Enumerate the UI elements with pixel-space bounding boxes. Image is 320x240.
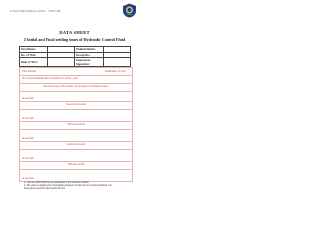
- table-row: [20, 58, 131, 67]
- table-cell: No. of Test:: [20, 52, 48, 58]
- row-label: At t= 0 (Immediately after completion of mixing - put): [22, 77, 78, 80]
- note-item: 2. The value is obtained by interpolating between the last two (or) results obtained, but: [24, 185, 112, 187]
- row-label: Record at every 30 seconds. For all types of Portland cement: [43, 85, 109, 88]
- table-cell: Supervisor Signature:: [75, 58, 104, 67]
- time-periods-header: Time Periods: [22, 70, 36, 73]
- row-label: At seconds: [22, 177, 34, 180]
- row-label: At seconds: [22, 137, 34, 140]
- table-cell: Group No.:: [75, 52, 104, 58]
- input-cell[interactable]: [104, 58, 131, 67]
- header-text: B.TECH MECHANICAL ENGG. · FMM LAB: [10, 10, 61, 13]
- row-label: At seconds: [22, 157, 34, 160]
- data-sheet-page: [0, 0, 149, 198]
- table-cell: Date of Test:: [20, 58, 48, 67]
- row-label: Fourth test period: [66, 143, 86, 146]
- parameters-header: Parameters (in mm): [104, 70, 126, 73]
- row-label: At seconds: [22, 117, 34, 120]
- university-seal-icon: [122, 3, 137, 18]
- notes-section: [24, 182, 136, 191]
- table-cell: Student Name:: [75, 47, 104, 53]
- row-label: Fifth test period: [67, 163, 85, 166]
- document-subtitle: 2 Initial and Final settling times of Hydraulic Control Fluid: [23, 37, 126, 42]
- row-label: At seconds: [22, 97, 34, 100]
- parameters-form: [19, 67, 133, 182]
- info-table: [19, 46, 131, 67]
- row-label: Second test period: [66, 103, 86, 106]
- document-title: DATA SHEET: [59, 30, 90, 35]
- note-item: 1. Time to reach final time of penetration is the concrete mixture.: [24, 182, 90, 184]
- row-label: Third test period: [67, 123, 85, 126]
- form-row[interactable]: [20, 169, 132, 181]
- input-cell[interactable]: [48, 58, 75, 67]
- note-item: being above and the other below 25 mm.: [24, 188, 66, 190]
- table-cell: Test Name:: [20, 47, 48, 53]
